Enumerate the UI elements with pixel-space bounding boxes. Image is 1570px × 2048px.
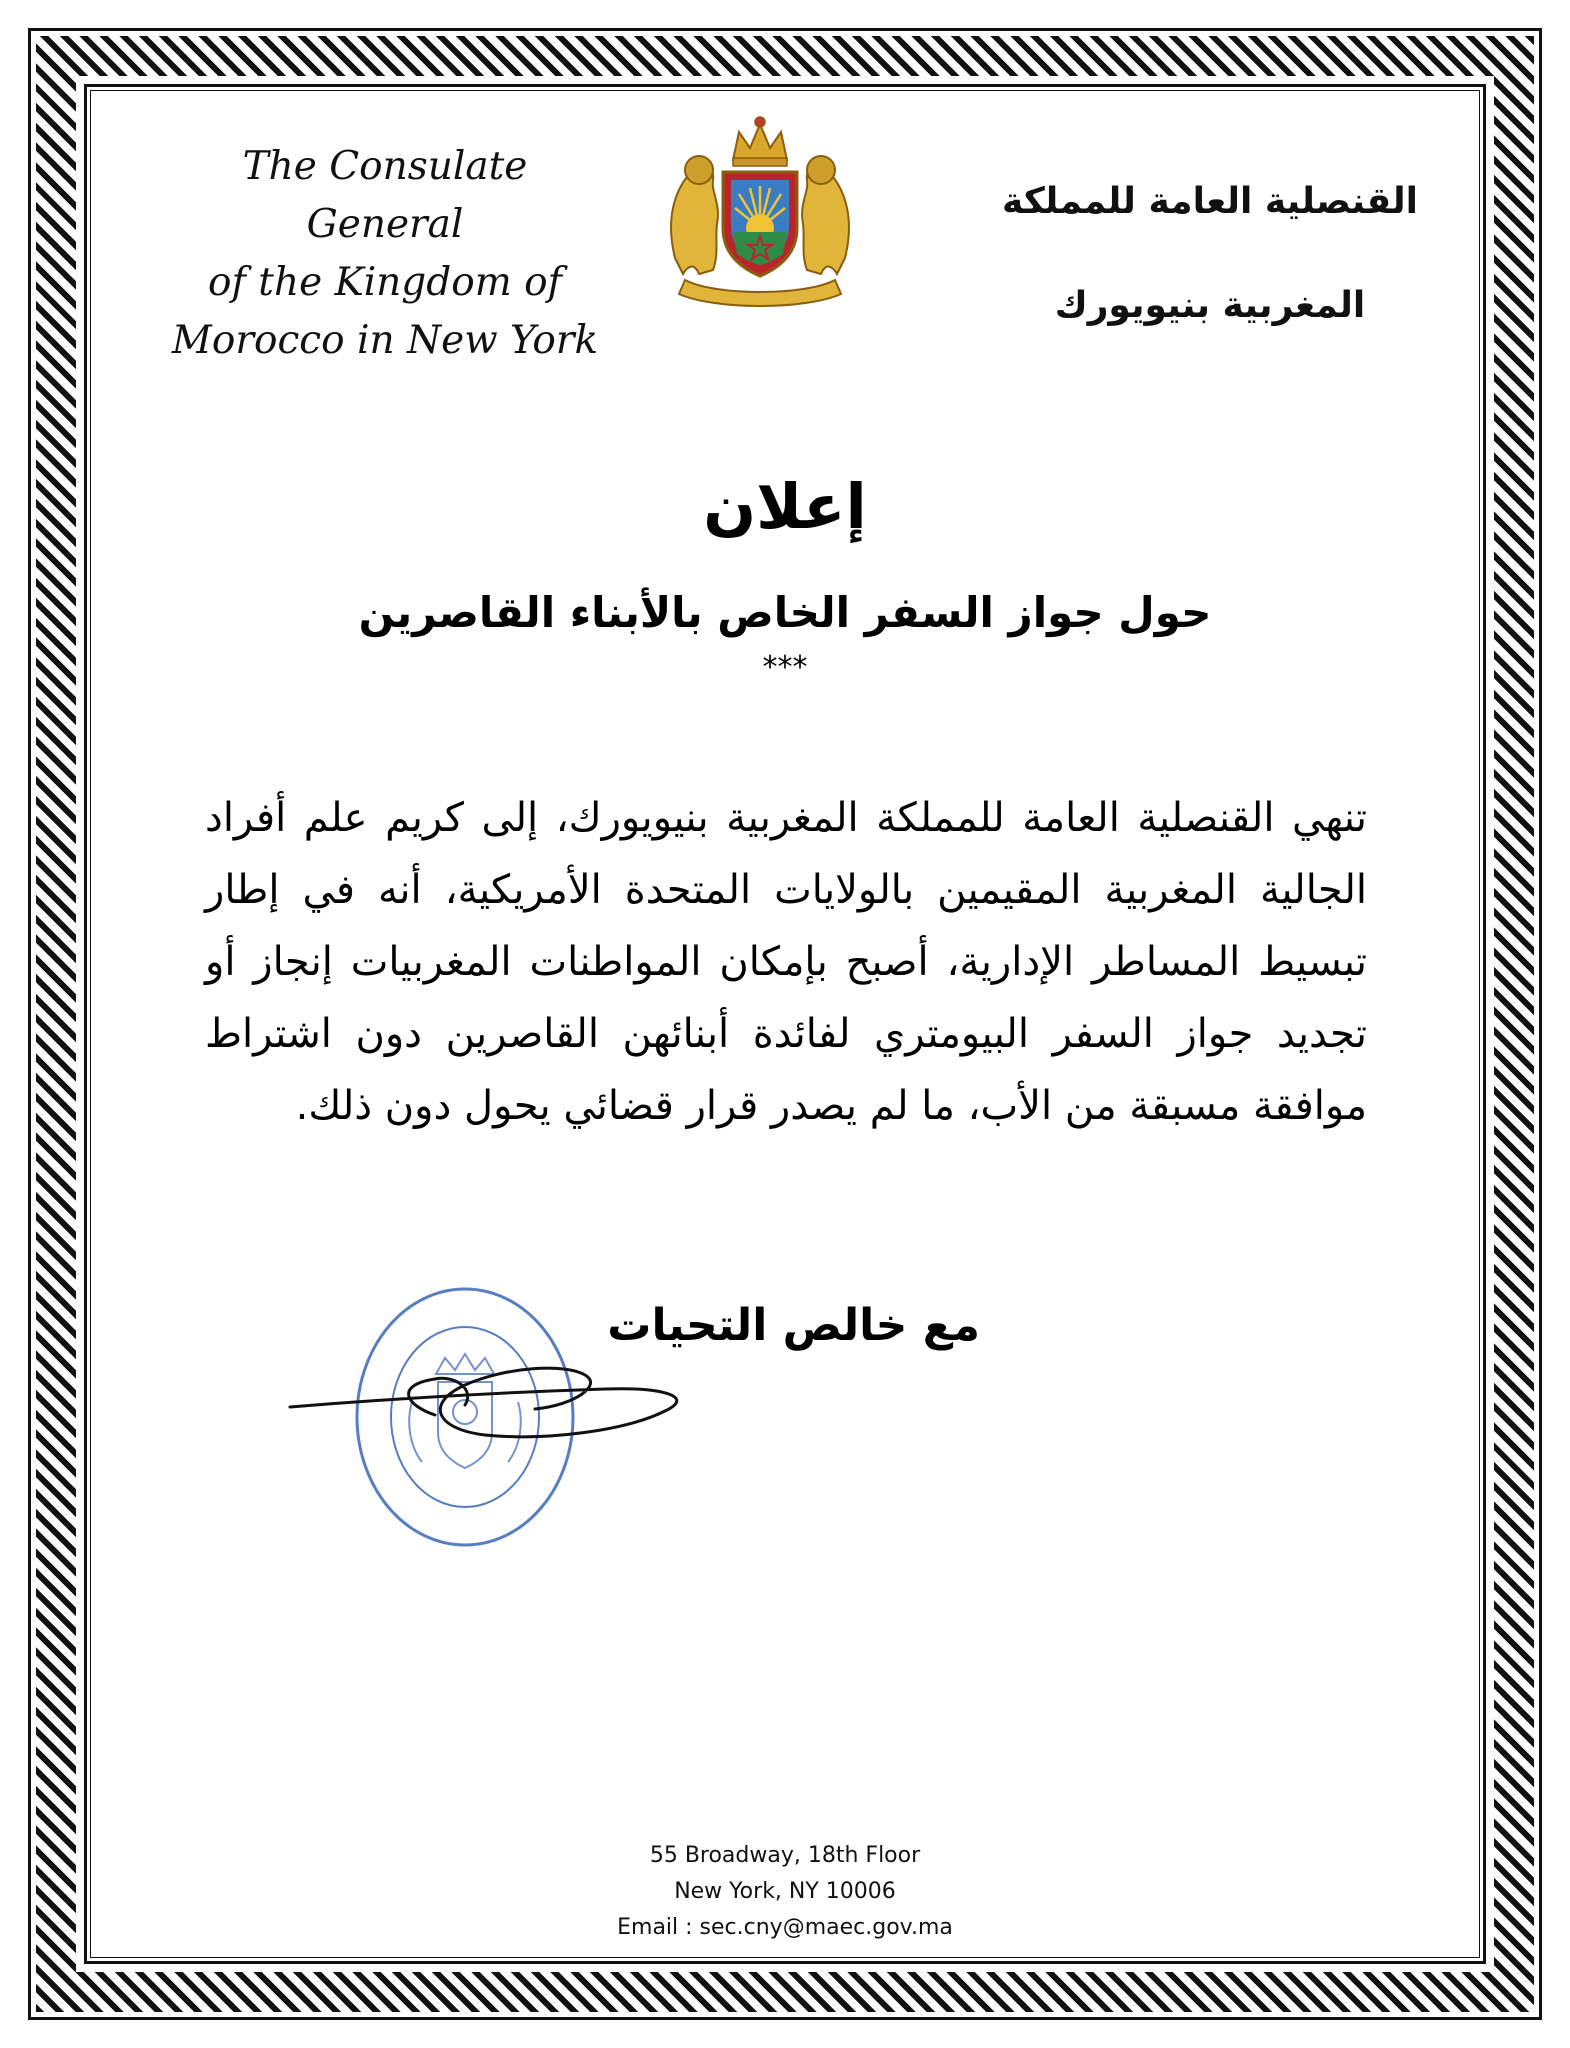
header-arabic-line: المغربية بنيويورك (1054, 285, 1366, 326)
footer-email: Email : sec.cny@maec.gov.ma (617, 1915, 953, 1940)
footer-address-line: New York, NY 10006 (674, 1879, 896, 1904)
header-arabic-line: القنصلية العامة للمملكة (1002, 181, 1418, 222)
header-english (170, 138, 600, 370)
header-english-line: The Consulate General (242, 144, 528, 247)
header-english-line: of the Kingdom of (207, 260, 562, 305)
header-arabic (990, 150, 1430, 358)
header-english-line: Morocco in New York (171, 318, 599, 363)
footer-address (500, 1838, 1070, 1946)
document-subtitle: حول جواز السفر الخاص بالأبناء القاصرين (358, 588, 1212, 637)
moroccan-coat-of-arms-icon (655, 108, 865, 318)
signature-icon (285, 1345, 705, 1455)
section-separator: *** (762, 650, 808, 685)
announcement-body: تنهي القنصلية العامة للمملكة المغربية بنيويورك، إلى كريم علم أفراد الجالية المغربية المقيمين بالولايات المتحدة الأمريكية، أنه في إطار تبسيط المساطر الإدارية، أصبح بإمكان المواطنات المغربيات إنجاز أو تجديد جواز السفر البيومتري لفائدة أبنائهن القاصرين دون اشتراط موافقة مسبقة من الأب، ما لم يصدر قرار قضائي يحول دون ذلك. (205, 795, 1367, 1129)
footer-address-line: 55 Broadway, 18th Floor (649, 1843, 921, 1868)
closing-greeting: مع خالص التحيات (607, 1300, 980, 1351)
document-title: إعلان (703, 470, 867, 543)
